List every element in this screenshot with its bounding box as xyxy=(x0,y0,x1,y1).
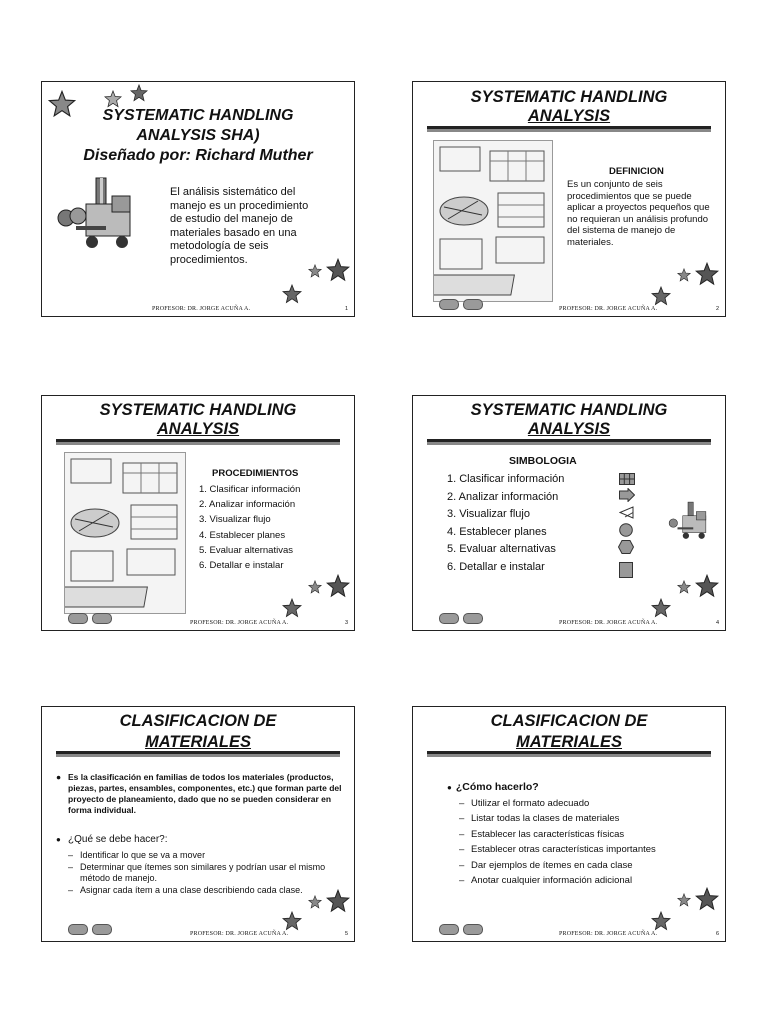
slide-footer: PROFESOR: DR. JORGE ACUÑA A. xyxy=(190,931,289,937)
slide-body: El análisis sistemático del manejo es un procedimiento de estudio del manejo de materiales basado en una metodología de seis procedimientos. xyxy=(170,186,309,266)
list-item: 6. Detallar e instalar xyxy=(199,560,284,572)
star-icon xyxy=(308,264,322,278)
star-icon xyxy=(326,258,350,282)
bullet-text: ¿Qué se debe hacer?: xyxy=(68,834,168,845)
page-number: 5 xyxy=(344,931,348,937)
star-icon xyxy=(677,893,691,907)
slide-6 xyxy=(412,706,726,942)
list-item: 1. Clasificar información xyxy=(447,473,565,485)
prev-button[interactable] xyxy=(68,613,88,624)
title-line: SYSTEMATIC HANDLING xyxy=(470,401,668,419)
next-button[interactable] xyxy=(463,924,483,935)
slide-footer: PROFESOR: DR. JORGE ACUÑA A. xyxy=(559,931,658,937)
list-item: – Establecer las características físicas xyxy=(459,828,625,840)
slide-footer: PROFESOR: DR. JORGE ACUÑA A. xyxy=(559,306,658,312)
slide-footer: PROFESOR: DR. JORGE ACUÑA A. xyxy=(190,620,289,626)
list-item: 5. Evaluar alternativas xyxy=(199,544,293,556)
star-icon xyxy=(651,286,671,306)
sub-item-text: Establecer otras características importantes xyxy=(471,844,656,856)
title-line: MATERIALES xyxy=(515,733,623,751)
slide-3 xyxy=(41,395,355,631)
list-item: – Dar ejemplos de ítemes en cada clase xyxy=(459,859,633,871)
slide-footer: PROFESOR: DR. JORGE ACUÑA A. xyxy=(559,620,658,626)
bullet-dot: ● xyxy=(56,835,61,844)
sub-list xyxy=(68,850,350,896)
square-icon xyxy=(619,562,633,578)
sub-item-text: Determinar que ítemes son similares y podrían usar el mismo método de manejo. xyxy=(80,862,326,883)
page-number: 2 xyxy=(715,306,719,312)
hexagon-icon xyxy=(618,540,634,554)
triangle-flow-icon xyxy=(619,506,635,519)
sub-item-text: Utilizar el formato adecuado xyxy=(471,798,590,809)
star-icon xyxy=(282,598,302,618)
sub-item-text: Anotar cualquier información adicional xyxy=(471,875,633,887)
slide-nav xyxy=(68,613,112,624)
title-line: MATERIALES xyxy=(144,733,252,751)
slide-nav xyxy=(68,924,112,935)
bullet-item xyxy=(56,834,350,846)
slide-4 xyxy=(412,395,726,631)
list-item: 3. Visualizar flujo xyxy=(199,514,271,526)
bullet-text: ¿Cómo hacerlo? xyxy=(455,781,539,793)
star-icon xyxy=(651,911,671,931)
slide-title xyxy=(42,401,354,439)
bullet-dot: ● xyxy=(447,783,452,792)
prev-button[interactable] xyxy=(68,924,88,935)
slide-title xyxy=(42,106,354,166)
slide-title xyxy=(42,711,354,753)
bullet-text: Es la clasificación en familias de todos los materiales (productos, piezas, partes, ensambles, componentes, etc.) que forman parte del proyecto de planeamiento, dado que no se pueden considerar en forma individual. xyxy=(68,772,342,815)
star-icon xyxy=(282,284,302,304)
sub-item-text: Establecer las características físicas xyxy=(471,828,625,840)
symbology-list xyxy=(447,471,564,577)
star-icon xyxy=(695,262,719,286)
slide-footer: PROFESOR: DR. JORGE ACUÑA A. xyxy=(152,306,251,312)
next-button[interactable] xyxy=(92,924,112,935)
title-line: SYSTEMATIC HANDLING xyxy=(470,88,668,106)
forklift-icon xyxy=(667,500,709,542)
title-underline-bar xyxy=(56,751,340,757)
star-icon xyxy=(326,889,350,913)
list-item: 1. Clasificar información xyxy=(199,484,301,495)
prev-button[interactable] xyxy=(439,924,459,935)
page-number: 4 xyxy=(715,620,719,626)
title-line: ANALYSIS xyxy=(527,107,611,125)
symbology-heading: SIMBOLOGIA xyxy=(509,455,577,467)
list-item: 2. Analizar información xyxy=(447,490,559,503)
star-icon xyxy=(308,895,322,909)
procedure-diagram-image xyxy=(433,140,553,302)
title-underline-bar xyxy=(427,439,711,445)
prev-button[interactable] xyxy=(439,299,459,310)
list-item: – Asignar cada ítem a una clase describiendo cada clase. xyxy=(68,885,303,895)
list-item: 4. Establecer planes xyxy=(447,525,547,538)
title-line: CLASIFICACION DE xyxy=(490,712,648,730)
title-underline-bar xyxy=(427,126,711,132)
star-icon xyxy=(308,580,322,594)
title-line: SYSTEMATIC HANDLING xyxy=(99,401,297,419)
page-number: 3 xyxy=(344,620,348,626)
title-line: ANALYSIS SHA) xyxy=(136,127,260,144)
forklift-icon xyxy=(56,174,136,254)
next-button[interactable] xyxy=(92,613,112,624)
title-underline-bar xyxy=(56,439,340,445)
slide-2 xyxy=(412,81,726,317)
title-line: SYSTEMATIC HANDLING xyxy=(102,107,294,124)
slide-title xyxy=(413,88,725,126)
slide-title xyxy=(413,401,725,439)
list-item: – Establecer otras características importantes xyxy=(459,844,656,856)
slide-nav xyxy=(439,299,483,310)
grid-table-icon xyxy=(619,473,635,485)
star-icon xyxy=(651,598,671,618)
list-item: – Determinar que ítemes son similares y podrían usar el mismo método de manejo. xyxy=(68,862,326,883)
title-underline-bar xyxy=(427,751,711,757)
star-icon xyxy=(695,887,719,911)
page-number: 1 xyxy=(344,306,348,312)
list-item: – Identificar lo que se va a mover xyxy=(68,850,206,860)
list-item: 2. Analizar información xyxy=(199,499,296,511)
slide-nav xyxy=(439,924,483,935)
star-icon xyxy=(677,580,691,594)
arrow-right-icon xyxy=(619,488,635,502)
list-item: – Utilizar el formato adecuado xyxy=(459,798,590,809)
next-button[interactable] xyxy=(463,613,483,624)
title-line: CLASIFICACION DE xyxy=(119,712,277,730)
star-icon xyxy=(326,574,350,598)
star-icon xyxy=(677,268,691,282)
list-item: – Listar todas la clases de materiales xyxy=(459,813,620,825)
star-icon xyxy=(130,84,148,102)
list-item: 6. Detallar e instalar xyxy=(447,560,545,573)
slide-nav xyxy=(439,613,483,624)
page-number: 6 xyxy=(715,931,719,937)
bullet-dot: ● xyxy=(56,772,62,782)
sub-item-text: Listar todas la clases de materiales xyxy=(471,813,620,825)
list-item: 4. Establecer planes xyxy=(199,529,286,541)
list-item: 5. Evaluar alternativas xyxy=(447,543,556,556)
bullet-item xyxy=(447,781,539,793)
prev-button[interactable] xyxy=(439,613,459,624)
title-line: ANALYSIS xyxy=(156,420,240,438)
list-item: – Anotar cualquier información adicional xyxy=(459,875,633,887)
slide-1 xyxy=(41,81,355,317)
definition-heading: DEFINICION xyxy=(609,166,664,177)
slide-body: Es un conjunto de seis procedimientos que se puede aplicar a proyectos pequeños que no requieran un análisis profundo del sistema de manejo de materiales. xyxy=(567,179,710,248)
sub-item-text: Asignar cada ítem a una clase describiendo cada clase. xyxy=(80,885,303,895)
procedure-diagram-image xyxy=(64,452,186,614)
sub-list xyxy=(459,796,719,888)
next-button[interactable] xyxy=(463,299,483,310)
bullet-item xyxy=(56,772,350,816)
title-line: ANALYSIS xyxy=(527,420,611,438)
star-icon xyxy=(282,911,302,931)
slide-title xyxy=(413,711,725,753)
sub-item-text: Identificar lo que se va a mover xyxy=(80,850,206,860)
sub-item-text: Dar ejemplos de ítemes en cada clase xyxy=(471,859,633,871)
circle-icon xyxy=(619,523,633,537)
procedures-heading: PROCEDIMIENTOS xyxy=(212,468,299,479)
title-line: Diseñado por: Richard Muther xyxy=(83,147,313,164)
slide-5 xyxy=(41,706,355,942)
list-item: 3. Visualizar flujo xyxy=(447,508,530,521)
procedures-list xyxy=(199,482,300,573)
star-icon xyxy=(695,574,719,598)
